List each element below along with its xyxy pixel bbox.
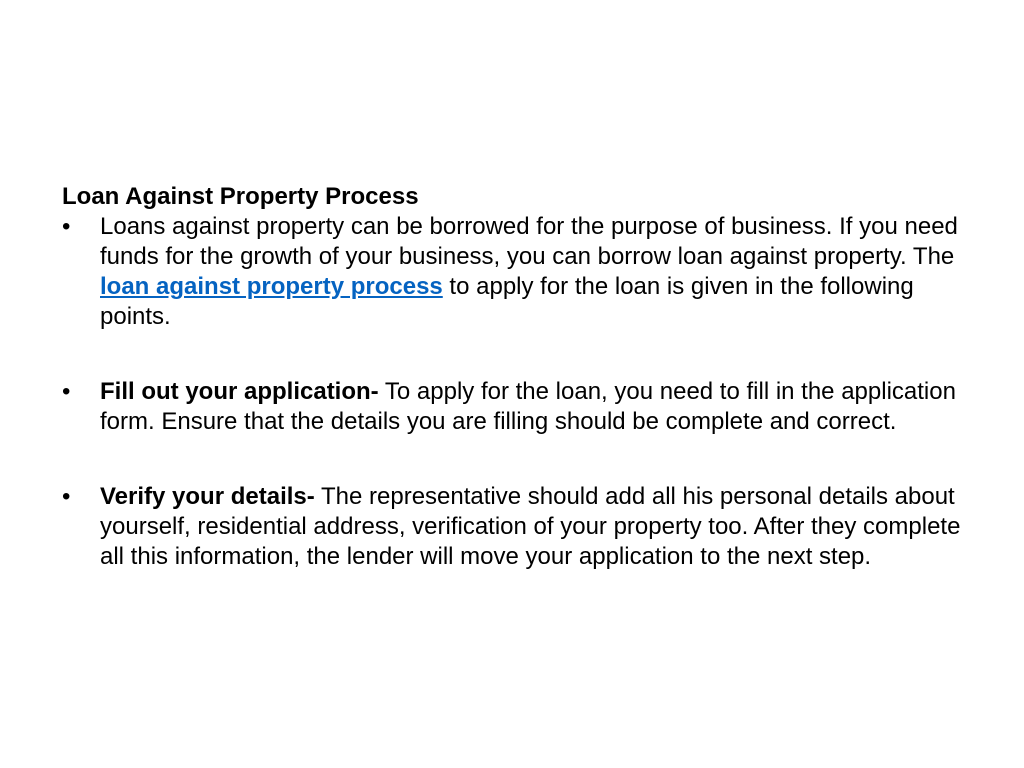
bullet-lead: Fill out your application-: [100, 378, 379, 405]
slide-heading: Loan Against Property Process: [62, 183, 419, 210]
bullet-icon: •: [62, 378, 71, 405]
bullet-icon: •: [62, 213, 71, 240]
slide-content: [62, 182, 967, 572]
bullet-item-verify-details: [62, 482, 967, 572]
bullet-text: Loans against property can be borrowed for the purpose of business. If you need funds for the growth of your business, you can borrow loan against property. The: [100, 213, 958, 270]
loan-process-link[interactable]: loan against property process: [100, 273, 443, 300]
bullet-text: To apply for the loan, you need to fill in the application form. Ensure that the details you are filling should be complete and correct.: [100, 378, 956, 435]
bullet-item-fill-application: [62, 377, 967, 437]
bullet-icon: •: [62, 483, 71, 510]
bullet-item-intro: [62, 212, 967, 332]
bullet-lead: Verify your details-: [100, 483, 315, 510]
bullet-list: [62, 212, 967, 572]
bullet-text-continued: to apply for the loan is given in the following points.: [100, 273, 914, 330]
bullet-text: The representative should add all his personal details about yourself, residential address, verification of your property too. After they complete all this information, the lender will move your application to the next step.: [100, 483, 961, 570]
